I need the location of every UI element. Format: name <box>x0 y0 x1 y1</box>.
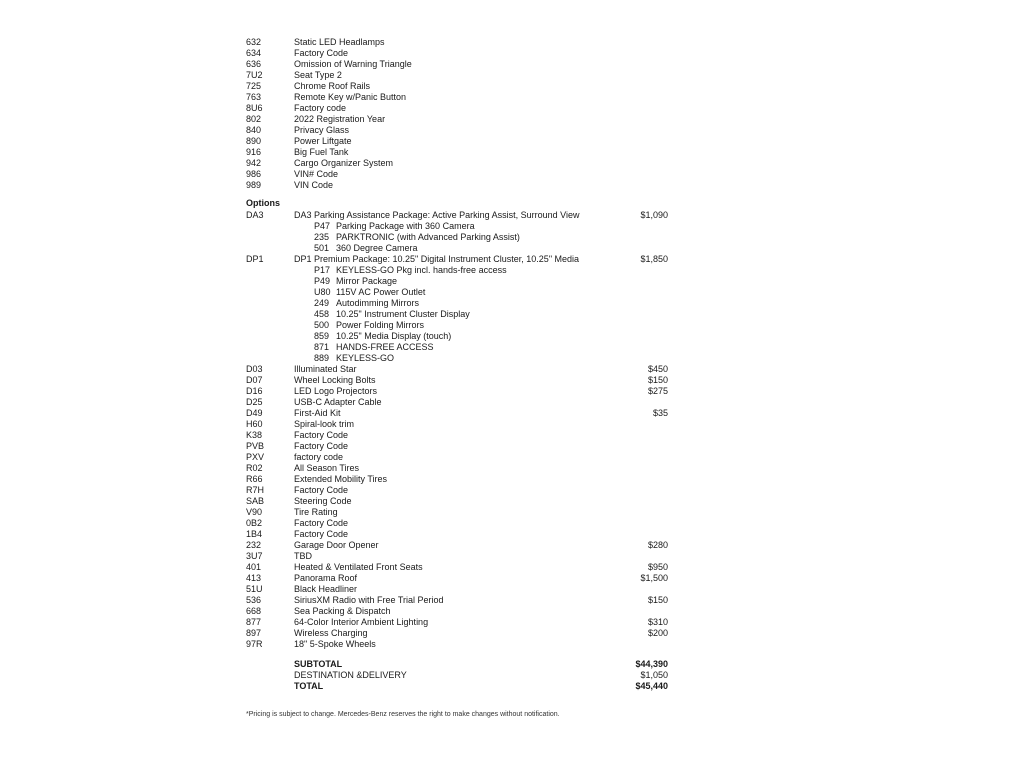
package-sub-item <box>246 221 676 232</box>
total-label: TOTAL <box>294 681 324 691</box>
sub-item-code: P17 <box>314 265 331 275</box>
item-description: Factory Code <box>294 529 349 539</box>
item-code: DA3 <box>246 210 264 220</box>
item-description: Factory code <box>294 103 347 113</box>
item-description: Factory Code <box>294 430 349 440</box>
option-row <box>246 573 676 584</box>
item-price: $150 <box>647 595 668 605</box>
item-code: 897 <box>246 628 262 638</box>
option-row <box>246 485 676 496</box>
item-description: Factory Code <box>294 485 349 495</box>
item-description: Extended Mobility Tires <box>294 474 388 484</box>
item-description: factory code <box>294 452 344 462</box>
item-code: 632 <box>246 37 262 47</box>
package-sub-item <box>246 265 676 276</box>
destination-row <box>246 670 676 681</box>
standard-code-row <box>246 37 676 48</box>
total-value: $45,440 <box>635 681 668 691</box>
sub-item-code: P47 <box>314 221 331 231</box>
option-row <box>246 463 676 474</box>
sub-item-description: 115V AC Power Outlet <box>336 287 426 297</box>
item-description: Factory Code <box>294 441 349 451</box>
item-code: 725 <box>246 81 262 91</box>
item-description: Illuminated Star <box>294 364 357 374</box>
standard-code-row <box>246 147 676 158</box>
item-code: 840 <box>246 125 262 135</box>
option-row <box>246 518 676 529</box>
standard-code-row <box>246 92 676 103</box>
item-code: D25 <box>246 397 263 407</box>
option-row <box>246 441 676 452</box>
option-row <box>246 595 676 606</box>
sub-item-code: 500 <box>314 320 330 330</box>
item-code: 877 <box>246 617 262 627</box>
item-description: DP1 Premium Package: 10.25" Digital Instrument Cluster, 10.25" Media <box>294 254 580 264</box>
options-heading: Options <box>246 198 280 208</box>
package-sub-item <box>246 331 676 342</box>
item-code: R66 <box>246 474 263 484</box>
totals-section <box>246 659 676 692</box>
standard-codes-list <box>246 37 676 191</box>
sub-item-code: 871 <box>314 342 330 352</box>
sub-item-code: 501 <box>314 243 330 253</box>
item-description: Tire Rating <box>294 507 338 517</box>
total-row <box>246 681 676 692</box>
package-sub-item <box>246 298 676 309</box>
standard-code-row <box>246 48 676 59</box>
item-code: 636 <box>246 59 262 69</box>
standard-code-row <box>246 103 676 114</box>
item-description: Factory Code <box>294 518 349 528</box>
item-description: First-Aid Kit <box>294 408 341 418</box>
package-sub-item <box>246 342 676 353</box>
item-code: H60 <box>246 419 263 429</box>
item-code: D03 <box>246 364 263 374</box>
option-row <box>246 375 676 386</box>
item-description: USB-C Adapter Cable <box>294 397 382 407</box>
option-row <box>246 452 676 463</box>
package-row <box>246 210 676 221</box>
sub-item-description: 360 Degree Camera <box>336 243 418 253</box>
option-row <box>246 639 676 650</box>
item-code: 232 <box>246 540 262 550</box>
package-sub-item <box>246 287 676 298</box>
item-description: Garage Door Opener <box>294 540 379 550</box>
item-code: D07 <box>246 375 263 385</box>
sub-item-description: Power Folding Mirrors <box>336 320 425 330</box>
item-description: SiriusXM Radio with Free Trial Period <box>294 595 444 605</box>
sub-item-code: 889 <box>314 353 330 363</box>
item-code: 890 <box>246 136 262 146</box>
item-description: Privacy Glass <box>294 125 350 135</box>
sub-item-code: 458 <box>314 309 330 319</box>
item-price: $310 <box>647 617 668 627</box>
item-code: 8U6 <box>246 103 263 113</box>
item-code: D16 <box>246 386 263 396</box>
standard-code-row <box>246 59 676 70</box>
subtotal-value: $44,390 <box>635 659 668 669</box>
item-description: 18" 5-Spoke Wheels <box>294 639 376 649</box>
item-price: $450 <box>647 364 668 374</box>
option-row <box>246 540 676 551</box>
item-code: 1B4 <box>246 529 263 539</box>
package-sub-item <box>246 276 676 287</box>
destination-label: DESTINATION &DELIVERY <box>294 670 407 680</box>
standard-code-row <box>246 158 676 169</box>
option-row <box>246 562 676 573</box>
standard-code-row <box>246 136 676 147</box>
item-description: Chrome Roof Rails <box>294 81 371 91</box>
subtotal-label: SUBTOTAL <box>294 659 343 669</box>
item-code: PXV <box>246 452 265 462</box>
subtotal-row <box>246 659 676 670</box>
package-sub-item <box>246 232 676 243</box>
option-row <box>246 397 676 408</box>
option-row <box>246 551 676 562</box>
item-description: Steering Code <box>294 496 352 506</box>
option-row <box>246 584 676 595</box>
item-code: 986 <box>246 169 262 179</box>
sub-item-description: Autodimming Mirrors <box>336 298 420 308</box>
item-description: Big Fuel Tank <box>294 147 349 157</box>
pricing-footnote: *Pricing is subject to change. Mercedes-Benz reserves the right to make changes without notification. <box>246 711 560 718</box>
sub-item-code: U80 <box>314 287 331 297</box>
package-sub-item <box>246 320 676 331</box>
item-code: 763 <box>246 92 262 102</box>
item-description: Factory Code <box>294 48 349 58</box>
standard-code-row <box>246 169 676 180</box>
item-description: Remote Key w/Panic Button <box>294 92 407 102</box>
sub-item-description: PARKTRONIC (with Advanced Parking Assist) <box>336 232 520 242</box>
sub-item-description: HANDS-FREE ACCESS <box>336 342 434 352</box>
item-code: PVB <box>246 441 265 451</box>
item-code: 668 <box>246 606 262 616</box>
item-code: R02 <box>246 463 263 473</box>
item-description: 64-Color Interior Ambient Lighting <box>294 617 429 627</box>
sub-item-description: Mirror Package <box>336 276 398 286</box>
sub-item-code: 235 <box>314 232 330 242</box>
item-description: Omission of Warning Triangle <box>294 59 412 69</box>
item-code: 634 <box>246 48 262 58</box>
item-code: 51U <box>246 584 263 594</box>
item-description: VIN Code <box>294 180 334 190</box>
item-description: Wireless Charging <box>294 628 368 638</box>
item-code: 989 <box>246 180 262 190</box>
item-code: 7U2 <box>246 70 263 80</box>
package-sub-item <box>246 309 676 320</box>
item-price: $275 <box>647 386 668 396</box>
item-code: 401 <box>246 562 262 572</box>
item-price: $1,090 <box>640 210 668 220</box>
item-description: LED Logo Projectors <box>294 386 378 396</box>
package-row <box>246 254 676 265</box>
option-row <box>246 507 676 518</box>
item-price: $150 <box>647 375 668 385</box>
sub-item-code: 249 <box>314 298 330 308</box>
sub-item-description: 10.25" Media Display (touch) <box>336 331 452 341</box>
item-description: Black Headliner <box>294 584 358 594</box>
option-row <box>246 628 676 639</box>
item-price: $1,850 <box>640 254 668 264</box>
item-code: D49 <box>246 408 263 418</box>
item-code: 3U7 <box>246 551 263 561</box>
item-code: 0B2 <box>246 518 263 528</box>
item-code: DP1 <box>246 254 264 264</box>
item-code: SAB <box>246 496 265 506</box>
item-code: 916 <box>246 147 262 157</box>
option-row <box>246 617 676 628</box>
option-row <box>246 606 676 617</box>
item-description: VIN# Code <box>294 169 339 179</box>
item-description: DA3 Parking Assistance Package: Active Parking Assist, Surround View <box>294 210 580 220</box>
item-price: $950 <box>647 562 668 572</box>
option-row <box>246 529 676 540</box>
standard-code-row <box>246 81 676 92</box>
item-description: Static LED Headlamps <box>294 37 385 47</box>
destination-value: $1,050 <box>640 670 668 680</box>
item-code: 802 <box>246 114 262 124</box>
option-row <box>246 496 676 507</box>
item-code: 942 <box>246 158 262 168</box>
item-code: 536 <box>246 595 262 605</box>
item-price: $200 <box>647 628 668 638</box>
item-description: Heated & Ventilated Front Seats <box>294 562 423 572</box>
item-code: 413 <box>246 573 262 583</box>
item-code: 97R <box>246 639 263 649</box>
package-sub-item <box>246 243 676 254</box>
item-description: Sea Packing & Dispatch <box>294 606 391 616</box>
item-code: K38 <box>246 430 263 440</box>
standard-code-row <box>246 125 676 136</box>
option-row <box>246 408 676 419</box>
sub-item-description: Parking Package with 360 Camera <box>336 221 475 231</box>
sub-item-description: 10.25" Instrument Cluster Display <box>336 309 470 319</box>
option-row <box>246 386 676 397</box>
option-row <box>246 364 676 375</box>
standard-code-row <box>246 114 676 125</box>
item-description: Power Liftgate <box>294 136 352 146</box>
window-sticker-document <box>246 37 676 692</box>
item-price: $1,500 <box>640 573 668 583</box>
item-price: $280 <box>647 540 668 550</box>
option-row <box>246 474 676 485</box>
options-list <box>246 364 676 650</box>
package-sub-item <box>246 353 676 364</box>
item-description: Spiral-look trim <box>294 419 355 429</box>
item-description: 2022 Registration Year <box>294 114 386 124</box>
sub-item-description: KEYLESS-GO Pkg incl. hands-free access <box>336 265 507 275</box>
item-description: All Season Tires <box>294 463 360 473</box>
sub-item-code: 859 <box>314 331 330 341</box>
item-code: V90 <box>246 507 263 517</box>
item-description: Seat Type 2 <box>294 70 342 80</box>
option-row <box>246 419 676 430</box>
packages-list <box>246 210 676 364</box>
item-code: R7H <box>246 485 265 495</box>
item-description: Cargo Organizer System <box>294 158 394 168</box>
standard-code-row <box>246 180 676 191</box>
sub-item-code: P49 <box>314 276 331 286</box>
option-row <box>246 430 676 441</box>
item-description: Panorama Roof <box>294 573 358 583</box>
item-description: Wheel Locking Bolts <box>294 375 376 385</box>
item-description: TBD <box>294 551 312 561</box>
sub-item-description: KEYLESS-GO <box>336 353 395 363</box>
standard-code-row <box>246 70 676 81</box>
item-price: $35 <box>652 408 668 418</box>
